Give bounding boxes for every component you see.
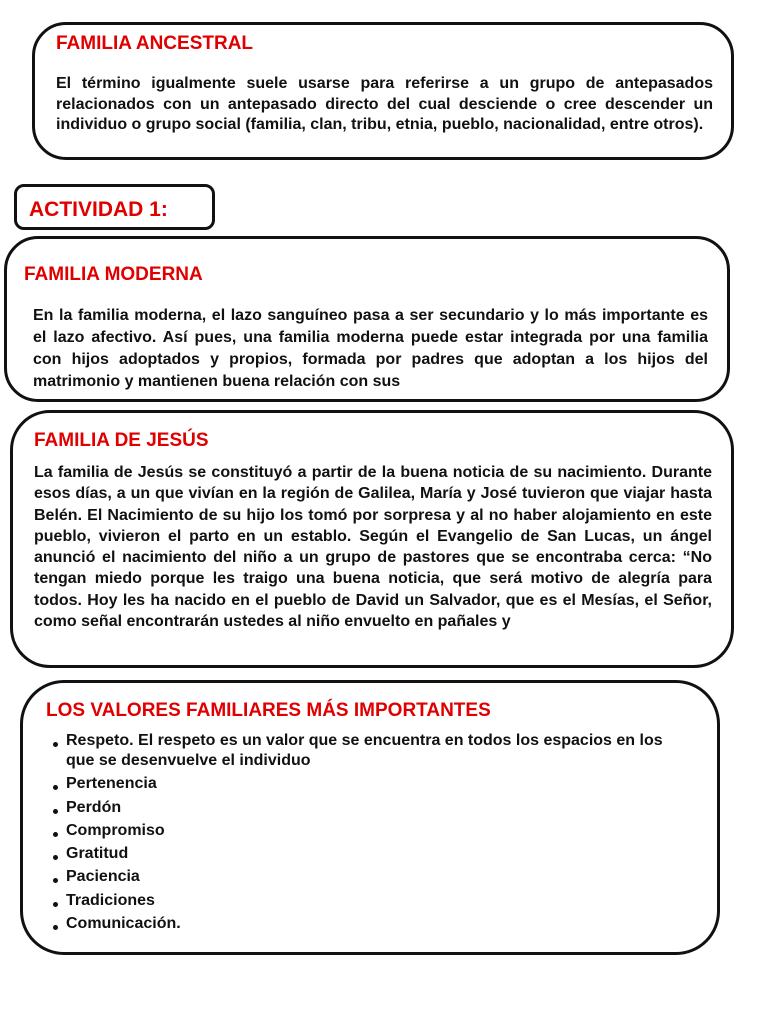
list-item-label: Perdón (66, 798, 122, 816)
familia-moderna-box (4, 236, 730, 402)
bullet-icon (53, 832, 58, 837)
familia-jesus-text: La familia de Jesús se constituyó a partir de la buena noticia de su nacimiento. Durante esos días, a un que vivían en la región de Galilea, María y José tuvieron que viajar hasta Belén. El Nacimiento de su hijo los tomó por sorpresa y al no haber alojamiento en este pueblo, vivieron el parto en un establo. Según el Evangelio de San Lucas, un ángel anunció el nacimiento del niño a un grupo de pastores que se encontraba cerca: “No tengan miedo porque les traigo una buena noticia, que será motivo de alegría para todos. Hoy les ha nacido en el pueblo de David un Salvador, que es el Mesías, el Señor, como señal encontrarán ustedes al niño envuelto en pañales y (34, 464, 712, 631)
valores-title: LOS VALORES FAMILIARES MÁS IMPORTANTES (46, 700, 491, 721)
bullet-icon (53, 878, 58, 883)
actividad-box (14, 184, 215, 230)
familia-ancestral-title: FAMILIA ANCESTRAL (56, 33, 254, 54)
list-item (53, 891, 687, 911)
familia-moderna-text: En la familia moderna, el lazo sanguíneo pasa a ser secundario y lo más importante es el lazo afectivo. Así pues, una familia moderna puede estar integrada por una familia con hijos adoptados y propios, formada por padres que adoptan a los hijos del matrimonio y mantienen buena relación con sus (33, 307, 708, 390)
familia-ancestral-text: El término igualmente suele usarse para referirse a un grupo de antepasados relacionados con un antepasado directo del cual desciende o cree descender un individuo o grupo social (familia, clan, tribu, etnia, pueblo, nacionalidad, entre otros). (56, 75, 713, 133)
list-item-label: Tradiciones (66, 891, 155, 909)
list-item-label: Gratitud (66, 845, 129, 863)
valores-box (20, 680, 720, 955)
list-item (53, 914, 687, 934)
familia-jesus-title: FAMILIA DE JESÚS (34, 430, 209, 451)
list-item-label: Compromiso (66, 821, 165, 839)
familia-jesus-box (10, 410, 734, 668)
list-item (53, 798, 687, 818)
list-item-label: Paciencia (66, 868, 140, 886)
bullet-icon (53, 742, 58, 747)
list-item (53, 844, 687, 864)
familia-moderna-title: FAMILIA MODERNA (24, 264, 203, 285)
list-item-label: Respeto. El respeto es un valor que se encuentra en todos los espacios en los que se desenvuelve el individuo (66, 732, 663, 769)
bullet-icon (53, 785, 58, 790)
list-item (53, 867, 687, 887)
list-item (53, 821, 687, 841)
familia-ancestral-box (32, 22, 734, 160)
list-item-label: Pertenencia (66, 775, 157, 793)
list-item (53, 774, 687, 794)
bullet-icon (53, 855, 58, 860)
bullet-icon (53, 925, 58, 930)
bullet-icon (53, 809, 58, 814)
valores-list (53, 731, 687, 937)
bullet-icon (53, 902, 58, 907)
list-item (53, 731, 687, 771)
actividad-title: ACTIVIDAD 1: (29, 198, 168, 221)
list-item-label: Comunicación. (66, 915, 181, 933)
